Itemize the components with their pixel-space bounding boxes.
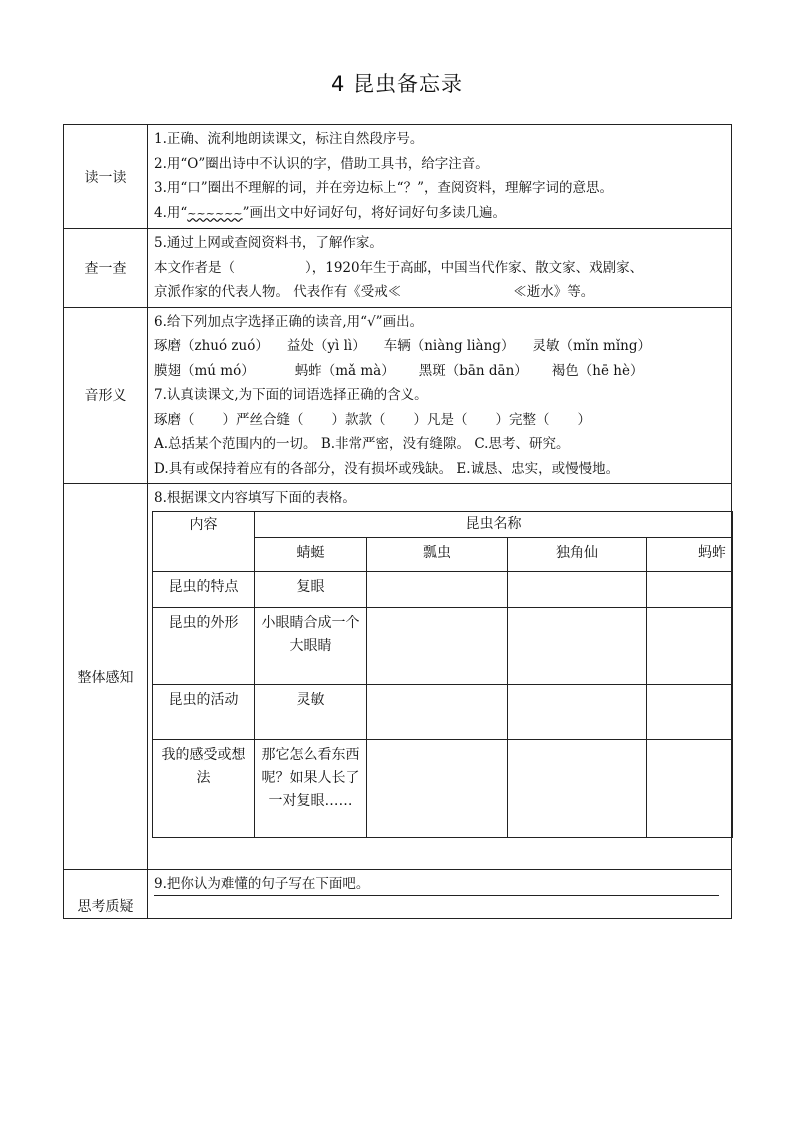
pinyin-item: 益处（yì lì） (286, 338, 366, 354)
section-label-think (64, 870, 148, 919)
insect-name: 蚂蚱 (647, 537, 733, 571)
table-cell[interactable] (367, 684, 508, 739)
wavy-line-mark: ~~~~~~ (187, 206, 243, 220)
section-content-overall (148, 484, 732, 870)
pinyin-item: 褐色（hē hè） (551, 362, 644, 379)
check-line-3-start: 京派作家的代表人物。 代表作有《受戒≪ (154, 284, 402, 300)
pinyin-item: 琢磨（zhuó zuó） (154, 338, 269, 354)
section-label-read: 读一读 (64, 125, 148, 229)
meaning-item: 琢磨（ (154, 411, 195, 428)
check-line-3-end: ≪逝水》等。 (513, 284, 595, 300)
insect-table-content-header: 内容 (153, 511, 255, 571)
pinyin-item: 车辆（niàng liàng） (383, 338, 515, 354)
think-q9: 9.把你认为难懂的句子写在下面吧。 (154, 876, 370, 892)
table-cell[interactable] (367, 607, 508, 684)
table-row (153, 739, 733, 837)
section-content-think (148, 870, 732, 919)
table-cell[interactable] (367, 571, 508, 607)
row-head-activity: 昆虫的活动 (153, 684, 255, 739)
pinyin-item: 蚂蚱（mǎ mà） (294, 362, 395, 379)
sound-q7: 7.认真读课文,为下面的词语选择正确的含义。 (154, 387, 428, 403)
meaning-row (154, 408, 725, 433)
read-line-4-start: 4.用“ (154, 204, 188, 221)
read-line-1: 1.正确、流利地朗读课文，标注自然段序号。 (154, 131, 424, 147)
table-cell: 那它怎么看东西呢？如果人长了一对复眼…… (255, 739, 367, 837)
sound-q6: 6.给下列加点字选择正确的读音,用“√”画出。 (154, 313, 424, 330)
pinyin-item: 膜翅（mú mó） (154, 362, 255, 379)
pinyin-item: 黑斑（bān dān） (418, 362, 528, 379)
meaning-item: ） (577, 411, 591, 428)
worksheet-table (63, 124, 732, 919)
insect-name: 独角仙 (508, 537, 647, 571)
table-cell[interactable] (647, 739, 733, 837)
section-label-check: 查一查 (64, 229, 148, 308)
table-cell: 灵敏 (255, 684, 367, 739)
meaning-item: ）款款（ (331, 411, 386, 428)
section-label-think-text: 思考质疑 (77, 899, 134, 915)
table-row (153, 571, 733, 607)
section-overall (64, 484, 732, 870)
table-cell: 复眼 (255, 571, 367, 607)
insect-table (152, 511, 733, 838)
page-title: 4 昆虫备忘录 (330, 72, 464, 96)
section-sound (64, 307, 732, 484)
table-cell[interactable] (367, 739, 508, 837)
table-cell: 小眼睛合成一个大眼睛 (255, 607, 367, 684)
check-line-2 (154, 256, 725, 281)
pinyin-row-1 (154, 334, 725, 359)
section-think (64, 870, 732, 919)
table-cell[interactable] (508, 607, 647, 684)
pinyin-row-2 (154, 359, 725, 384)
overall-q8: 8.根据课文内容填写下面的表格。 (154, 490, 356, 506)
table-row (153, 684, 733, 739)
table-cell[interactable] (508, 684, 647, 739)
read-line-3: 3.用“口”圈出不理解的词，并在旁边标上“？”，查阅资料，理解字词的意思。 (154, 180, 613, 196)
section-check (64, 229, 732, 308)
check-line-1: 5.通过上网或查阅资料书，了解作家。 (154, 235, 383, 251)
section-content-check (148, 229, 732, 308)
read-line-2: 2.用“O”圈出诗中不认识的字，借助工具书，给字注音。 (154, 155, 489, 172)
insect-name: 瓢虫 (367, 537, 508, 571)
section-content-read (148, 125, 732, 229)
check-line-2-end: ），1920年生于高邮，中国当代作家、散文家、戏剧家、 (305, 259, 644, 276)
insect-name: 蜻蜓 (255, 537, 367, 571)
section-read (64, 125, 732, 229)
meaning-item: ）完整（ (495, 411, 550, 428)
table-cell[interactable] (508, 571, 647, 607)
read-line-4-end: ”画出文中好词好句，将好词好句多读几遍。 (242, 204, 507, 221)
check-line-3 (154, 280, 725, 305)
meaning-options-2: D.具有或保持着应有的各部分，没有损坏或残缺。 E.诚恳、忠实，或慢慢地。 (154, 460, 620, 477)
check-line-2-start: 本文作者是（ (154, 259, 235, 276)
section-content-sound (148, 307, 732, 484)
meaning-item: ）凡是（ (413, 411, 468, 428)
table-cell[interactable] (647, 684, 733, 739)
row-head-feature: 昆虫的特点 (153, 571, 255, 607)
table-row (153, 607, 733, 684)
table-cell[interactable] (647, 607, 733, 684)
pinyin-item: 灵敏（mǐn mǐng） (532, 338, 652, 354)
section-label-overall: 整体感知 (64, 484, 148, 870)
table-cell[interactable] (508, 739, 647, 837)
read-line-4 (154, 201, 725, 227)
meaning-options-1: A.总括某个范围内的一切。 B.非常严密，没有缝隙。 C.思考、研究。 (154, 436, 570, 452)
meaning-item: ）严丝合缝（ (222, 411, 304, 428)
row-head-shape: 昆虫的外形 (153, 607, 255, 684)
table-cell[interactable] (647, 571, 733, 607)
insect-table-group-header: 昆虫名称 (255, 511, 733, 537)
row-head-feeling: 我的感受或想法 (153, 739, 255, 837)
section-label-sound: 音形义 (64, 307, 148, 484)
